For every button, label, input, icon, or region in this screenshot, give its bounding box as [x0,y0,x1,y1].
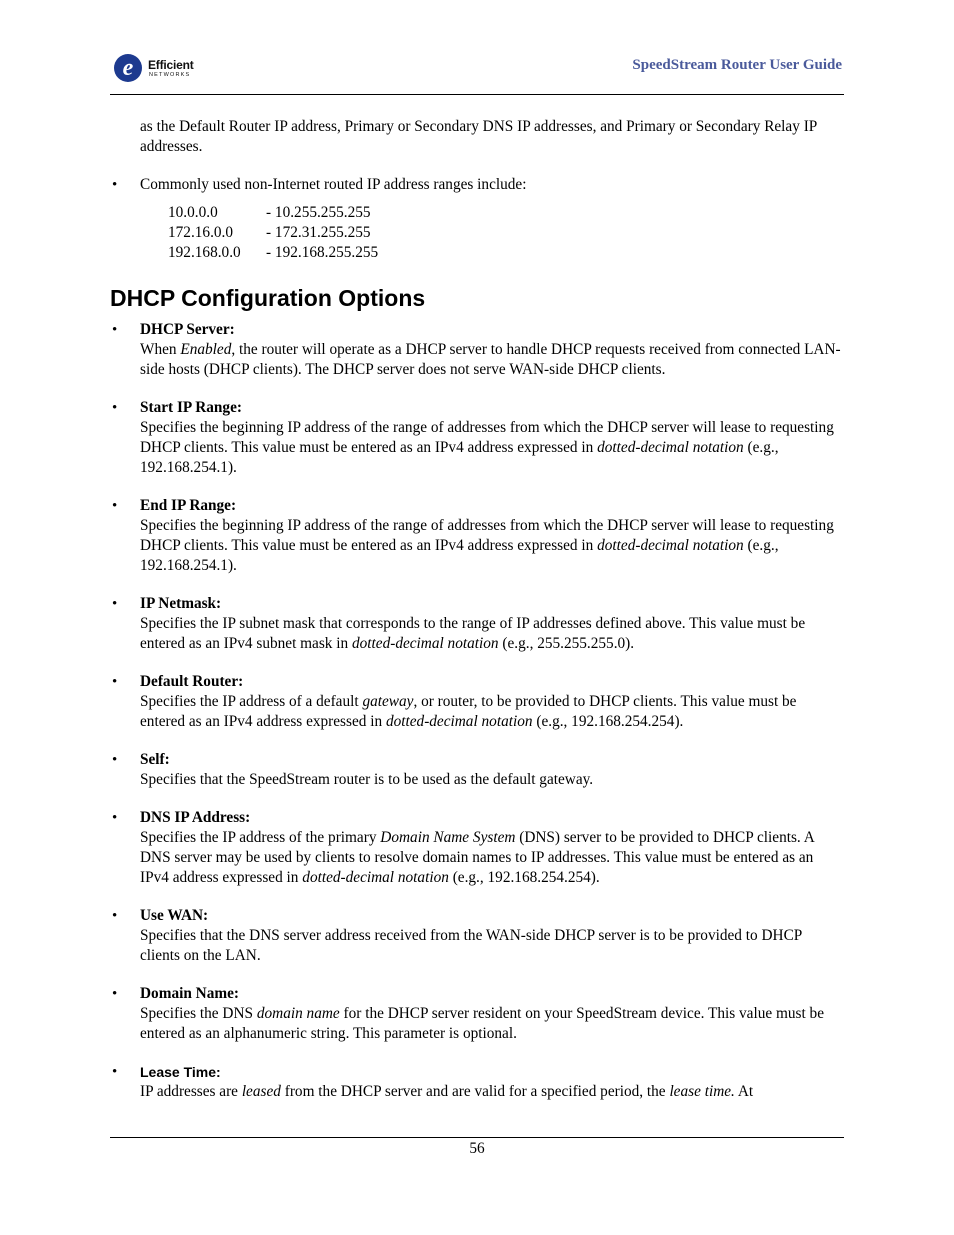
ip-range-row [168,203,844,223]
option-label: End IP Range: [140,497,237,514]
header-title: SpeedStream Router User Guide [632,57,842,73]
range-end: - 172.31.255.255 [266,224,371,241]
option-description: IP addresses are leased from the DHCP server and are valid for a specified period, the lease time. At [140,1083,754,1100]
option-label: Self: [140,751,170,768]
range-start: 172.16.0.0 [168,224,234,241]
ranges-bullet-text: Commonly used non-Internet routed IP address ranges include: [140,176,527,193]
logo-e-glyph: e [122,55,134,81]
bullet-dot: • [112,596,118,612]
intro-continuation: as the Default Router IP address, Primary or Secondary DNS IP addresses, and Primary or Secondary Relay IP addresses. [140,118,817,155]
ip-range-table [168,203,844,263]
range-start: 10.0.0.0 [168,204,218,221]
ranges-bullet [110,175,844,195]
option-label: DNS IP Address: [140,809,251,826]
logo-wordmark: Efficient [148,58,194,72]
option-description: Specifies the IP address of a default gateway, or router, to be provided to DHCP clients. This value must be entered as an IPv4 address expressed in dotted-decimal notation (e.g., 192.168.254.254). [140,693,797,730]
efficient-networks-logo [114,52,214,84]
bullet-dot: • [112,810,118,826]
option-domain-name [110,984,844,1044]
logo-subtitle: NETWORKS [149,72,191,78]
option-dns-ip-address [110,808,844,888]
option-label: Start IP Range: [140,399,242,416]
option-start-ip-range [110,398,844,478]
bullet-dot: • [112,498,118,514]
footer-rule [110,1137,844,1138]
page-number: 56 [469,1140,485,1157]
option-label: DHCP Server: [140,321,235,338]
bullet-dot: • [112,1064,118,1080]
option-description: When Enabled, the router will operate as a DHCP server to handle DHCP requests received from connected LAN-side hosts (DHCP clients). The DHCP server does not serve WAN-side DHCP clients. [140,341,841,378]
option-label: Use WAN: [140,907,209,924]
bullet-dot: • [112,400,118,416]
option-label: Default Router: [140,673,244,690]
range-end: - 10.255.255.255 [266,204,371,221]
option-dhcp-server [110,320,844,380]
option-use-wan [110,906,844,966]
section-heading: DHCP Configuration Options [110,285,426,311]
option-end-ip-range [110,496,844,576]
option-description: Specifies the DNS domain name for the DHCP server resident on your SpeedStream device. This value must be entered as an alphanumeric string. This parameter is optional. [140,1005,824,1042]
option-description: Specifies the IP address of the primary Domain Name System (DNS) server to be provided to DHCP clients. A DNS server may be used by clients to resolve domain names to IP addresses. This value must be entered as an IPv4 address expressed in dotted-decimal notation (e.g., 192.168.254.254). [140,829,814,886]
option-description: Specifies the beginning IP address of the range of addresses from which the DHCP server will lease to requesting DHCP clients. This value must be entered as an IPv4 address expressed in dotted-decimal notation (e.g., 192.168.254.1). [140,419,834,476]
option-description: Specifies the beginning IP address of the range of addresses from which the DHCP server will lease to requesting DHCP clients. This value must be entered as an IPv4 address expressed in dotted-decimal notation (e.g., 192.168.254.1). [140,517,834,574]
bullet-dot: • [112,177,118,193]
bullet-dot: • [112,752,118,768]
bullet-dot: • [112,908,118,924]
option-label: Lease Time: [140,1064,221,1080]
ip-range-row [168,223,844,243]
page-content [110,117,844,1120]
option-ip-netmask [110,594,844,654]
bullet-dot: • [112,322,118,338]
option-lease-time [110,1062,844,1102]
range-end: - 192.168.255.255 [266,244,379,261]
option-label: Domain Name: [140,985,239,1002]
option-description: Specifies that the SpeedStream router is to be used as the default gateway. [140,771,594,788]
option-description: Specifies the IP subnet mask that corresponds to the range of IP addresses defined above. This value must be entered as an IPv4 subnet mask in dotted-decimal notation (e.g., 255.255.255.0). [140,615,806,652]
option-description: Specifies that the DNS server address received from the WAN-side DHCP server is to be provided to DHCP clients on the LAN. [140,927,802,964]
ip-range-row [168,243,844,263]
bullet-dot: • [112,674,118,690]
range-start: 192.168.0.0 [168,244,241,261]
option-default-router [110,672,844,732]
header-rule [110,94,844,95]
option-label: IP Netmask: [140,595,222,612]
bullet-dot: • [112,986,118,1002]
option-self [110,750,844,790]
